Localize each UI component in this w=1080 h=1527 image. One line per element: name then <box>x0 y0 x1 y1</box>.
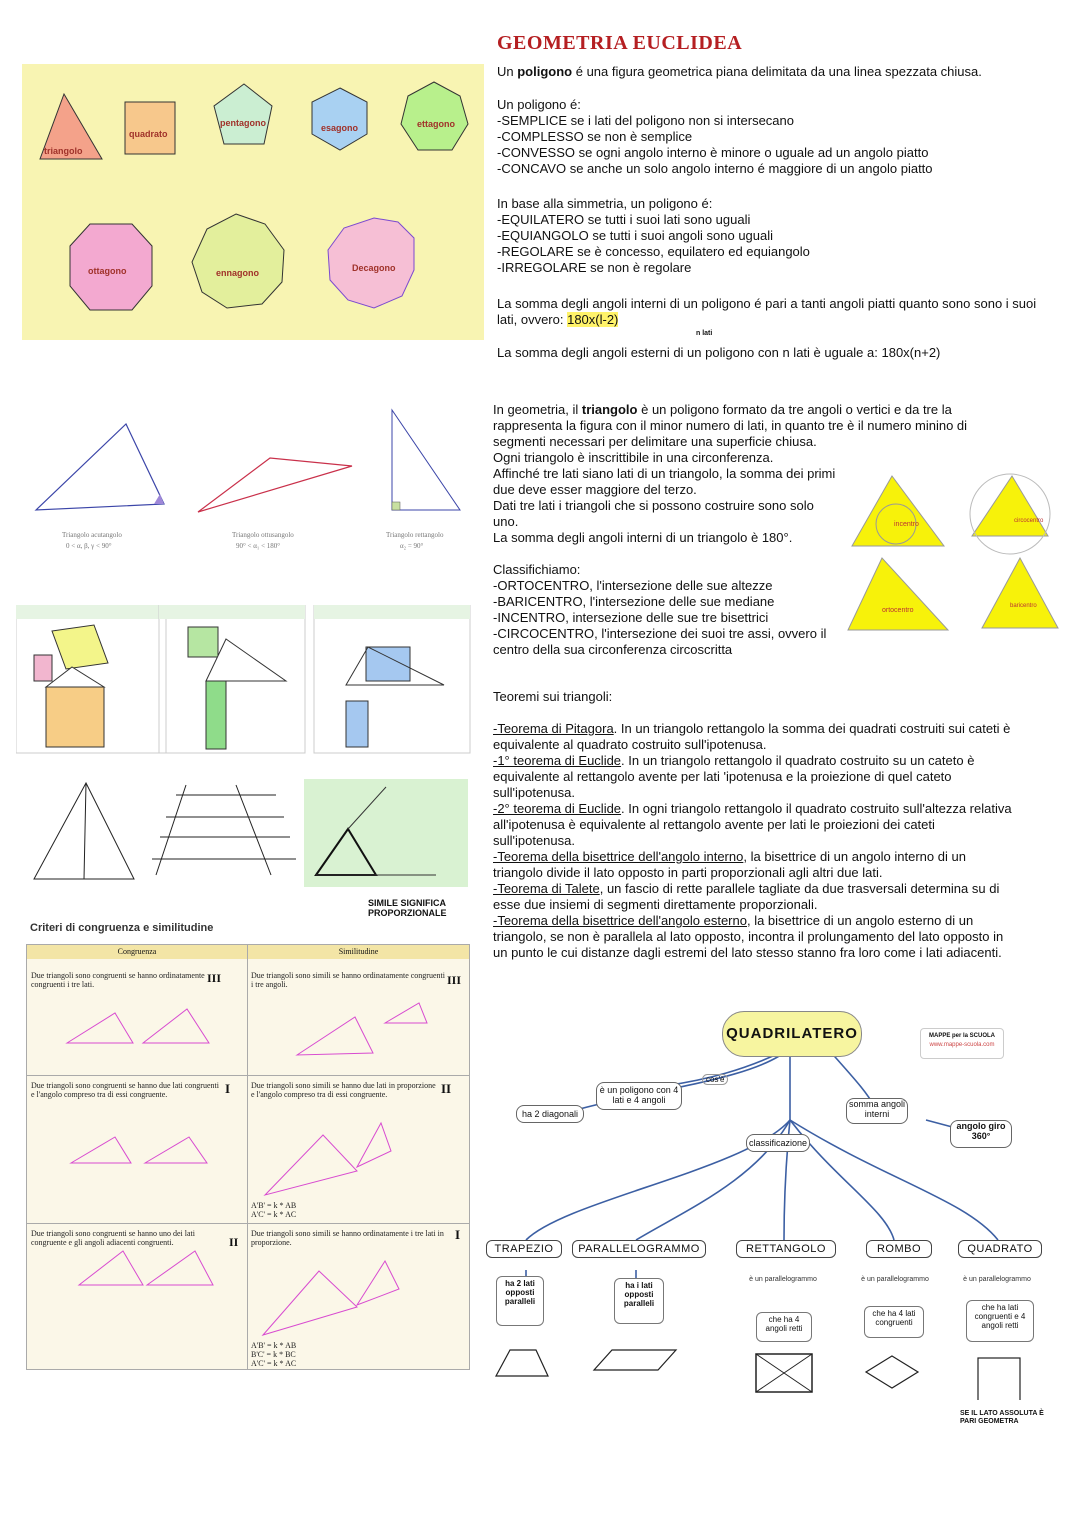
label-ortocentro: ortocentro <box>882 607 914 614</box>
theorems-section <box>493 689 1013 961</box>
sub-quadrato: è un parallelogrammo <box>963 1276 1031 1283</box>
handwritten-simile: SIMILE SIGNIFICA PROPORZIONALE <box>368 898 447 918</box>
caption-rettangolo: Triangolo rettangolo <box>386 531 444 539</box>
col-congruenza: Congruenza <box>27 945 248 959</box>
label-triangolo: triangolo <box>44 146 83 156</box>
label-baricentro: baricentro <box>1010 603 1037 609</box>
handwritten-n-lati: n lati <box>696 330 713 337</box>
label-ennagono: ennagono <box>216 268 259 278</box>
theorem-figures <box>16 605 472 755</box>
quad-title: QUADRILATERO <box>722 1011 862 1057</box>
polygon-external-sum: La somma degli angoli esterni di un poligono con n lati è uguale a: 180x(n+2) <box>497 345 941 360</box>
cong-criterion-1: Due triangoli sono congruenti se hanno ordinatamente congruenti i tre lati. <box>31 971 205 989</box>
desc-rettangolo: che ha 4 angoli retti <box>756 1312 812 1342</box>
sim-criterion-2: Due triangoli sono simili se hanno due lati in proporzione e l'angolo compreso tra di essi congruente. <box>251 1081 436 1099</box>
sim3-formula-2: B'C' = k * BC <box>251 1350 296 1359</box>
label-pentagono: pentagono <box>220 118 266 128</box>
cong-mark-1: III <box>207 971 222 985</box>
theorem-pitagora: -Teorema di Pitagora. In un triangolo rettangolo la somma dei quadrati costruiti sui cateti è equivalente al quadrato costruito sull'ipotenusa. <box>493 721 1011 752</box>
sub-rombo: è un parallelogrammo <box>861 1276 929 1283</box>
isosceles-thales-figures <box>26 775 472 895</box>
polygon-figure <box>22 64 484 340</box>
triangle-centers-figure <box>842 470 1062 640</box>
cat-rombo: ROMBO <box>866 1240 932 1258</box>
caption-ottusangolo: Triangolo ottusangolo <box>232 531 294 539</box>
cat-rettangolo: RETTANGOLO <box>736 1240 836 1258</box>
triangle-types-figure <box>22 400 484 560</box>
brand-name: MAPPE per la SCUOLA <box>928 1033 995 1039</box>
polygon-symmetry: In base alla simmetria, un poligono é: -EQUILATERO se tutti i suoi lati sono uguali -EQUIANGOLO se tutti i suoi angoli sono uguali -REGOLARE se è concesso, equilatero ed equiangolo -IRREGOLARE se non è regolare <box>497 196 810 275</box>
sim3-formula-1: A'B' = k * AB <box>251 1341 297 1350</box>
sim-criterion-3: Due triangoli sono simili se hanno ordinatamente i tre lati in proporzione. <box>251 1229 444 1247</box>
sim-mark-2: II <box>441 1081 452 1096</box>
node-diagonals: ha 2 diagonali <box>516 1105 584 1123</box>
sim-criterion-1: Due triangoli sono simili se hanno ordinatamente congruenti i tre angoli. <box>251 971 445 989</box>
cat-parallelogrammo: PARALLELOGRAMMO <box>572 1240 706 1258</box>
polygon-internal-sum: La somma degli angoli interni di un poligono é pari a tanti angoli piatti quanto sono sono i suoi lati, ovvero: 180x(l-2) <box>497 296 1037 327</box>
label-ettagono: ettagono <box>417 119 455 129</box>
caption-rettangolo-range: α₂ = 90° <box>400 542 424 550</box>
cat-quadrato: QUADRATO <box>958 1240 1042 1258</box>
label-ottagono: ottagono <box>88 266 127 276</box>
cong-mark-2: I <box>225 1081 231 1096</box>
cat-trapezio: TRAPEZIO <box>486 1240 562 1258</box>
node-definition: è un poligono con 4 lati e 4 angoli <box>596 1082 682 1110</box>
col-similitudine: Similitudine <box>248 945 469 959</box>
caption-acutangolo-range: 0 < α, β, γ < 90° <box>66 542 112 550</box>
quad-shapes <box>486 1340 1066 1400</box>
criteria-table <box>26 944 470 1370</box>
cong-criterion-2: Due triangoli sono congruenti se hanno due lati congruenti e l'angolo compreso tra di essi congruente. <box>31 1081 219 1099</box>
page-title: GEOMETRIA EUCLIDEA <box>497 32 743 54</box>
theorem-talete: -Teorema di Talete, un fascio di rette parallele tagliate da due trasversali determina su di esse due insiemi di segmenti direttamente proporzionali. <box>493 881 1000 912</box>
triangle-properties: Affinché tre lati siano lati di un triangolo, la somma dei primi due deve esser maggiore del terzo. Dati tre lati i triangoli che si possono costruire sono solo uno. La somma degli angoli interni di un triangolo è 180°. <box>493 466 836 545</box>
label-quadrato: quadrato <box>129 129 168 139</box>
criteria-triangles <box>27 945 469 1369</box>
polygon-types: Un poligono é: -SEMPLICE se i lati del poligono non si intersecano -COMPLESSO se non è semplice -CONVESSO se ogni angolo interno è minore o uguale ad un angolo piatto -CONCAVO se anche un solo angolo interno é maggiore di un angolo piatto <box>497 97 933 176</box>
sim-mark-1: III <box>447 973 462 987</box>
polygon-definition: Un poligono é una figura geometrica piana delimitata da una linea spezzata chiusa. <box>497 64 982 79</box>
caption-acutangolo: Triangolo acutangolo <box>62 531 122 539</box>
caption-ottusangolo-range: 90° < α₁ < 180° <box>236 542 281 550</box>
theorem-bisettrice-esterna: -Teorema della bisettrice dell'angolo esterno, la bisettrice di un angolo esterno di un triangolo, se non è parallela al lato opposto, incontra il prolungamento del lato opposto in un punto le cui distanze dagli estremi del lato stesso stanno fra loro come i lati adiacenti. <box>493 913 1004 960</box>
node-cose: cos'è <box>702 1074 728 1085</box>
desc-quadrato: che ha lati congruenti e 4 angoli retti <box>966 1300 1034 1342</box>
label-circocentro: circocentro <box>1014 518 1044 524</box>
cong-criterion-3: Due triangoli sono congruenti se hanno uno dei lati congruente e gli angoli adiacenti congruenti. <box>31 1229 195 1247</box>
theorem-euclide-2: -2° teorema di Euclide. In ogni triangolo rettangolo il quadrato costruito sull'altezza relativa all'ipotenusa è equivalente al rettangolo avente per lati le proiezioni dei cateti sull'ipotenusa. <box>493 801 1012 848</box>
criteria-title: Criteri di congruenza e similitudine <box>30 922 214 934</box>
quad-brand <box>920 1028 1004 1059</box>
sim2-formula-1: A'B' = k * AB <box>251 1201 297 1210</box>
node-classificazione: classificazione <box>746 1134 810 1152</box>
theorem-euclide-1: -1° teorema di Euclide. In un triangolo rettangolo il quadrato costruito su un cateto è equivalente al rettangolo avente per lati 'ipotenusa e la proiezione di quel cateto sull'ipotenusa. <box>493 753 975 800</box>
desc-trapezio: ha 2 lati opposti paralleli <box>496 1276 544 1326</box>
theorem-bisettrice-interna: -Teorema della bisettrice dell'angolo interno, la bisettrice di un angolo interno di un triangolo divide il lato opposto in parti proporzionali agli altri due lati. <box>493 849 966 880</box>
triangle-classification: Classifichiamo: -ORTOCENTRO, l'intersezione delle sue altezze -BARICENTRO, l'intersezione delle sue mediane -INCENTRO, intersezione delle sue tre bisettrici -CIRCOCENTRO, l'intersezione dei suoi tre assi, ovvero il centro della sua circonferenza circoscritta <box>493 562 827 657</box>
node-sum-value: angolo giro 360° <box>950 1120 1012 1148</box>
sim-mark-3: I <box>455 1227 461 1242</box>
label-esagono: esagono <box>321 123 359 133</box>
sub-rettangolo: è un parallelogrammo <box>749 1276 817 1283</box>
triangle-definition: In geometria, il triangolo è un poligono formato da tre angoli o vertici e da tre la rappresenta la figura con il minor numero di lati, in quanto tre è il numero minino di segmenti necessari per delimitare una superficie chiusa. Ogni triangolo è inscrittibile in una circonferenza. <box>493 402 968 465</box>
brand-url: www.mappe-scuola.com <box>929 1042 995 1048</box>
sim3-formula-3: A'C' = k * AC <box>251 1359 297 1368</box>
theorems-title: Teoremi sui triangoli: <box>493 689 613 704</box>
node-sum: somma angoli interni <box>846 1098 908 1124</box>
cong-mark-3: II <box>229 1235 239 1249</box>
polygon-shapes <box>22 64 484 340</box>
desc-parallelogrammo: ha i lati opposti paralleli <box>614 1278 664 1324</box>
label-decagono: Decagono <box>352 263 396 273</box>
label-incentro: incentro <box>894 521 919 528</box>
handwritten-bottom-note: SE IL LATO ASSOLUTA È PARI GEOMETRA <box>960 1410 1044 1425</box>
desc-rombo: che ha 4 lati congruenti <box>864 1306 924 1338</box>
sim2-formula-2: A'C' = k * AC <box>251 1210 297 1219</box>
